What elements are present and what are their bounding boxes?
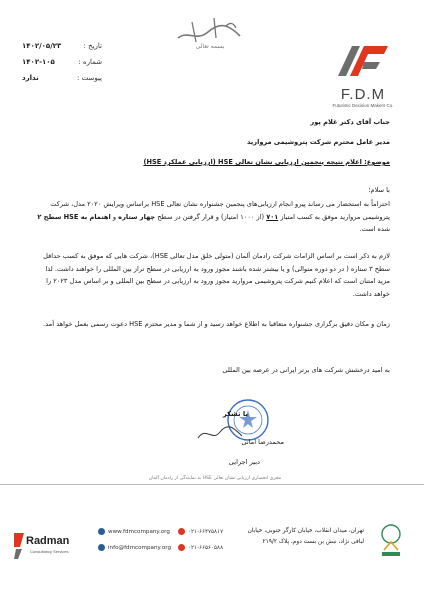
signatory-name: محمدرضا امانی (241, 438, 284, 446)
recipient-title: مدیر عامل محترم شرکت پتروشیمی مروارید (246, 138, 390, 146)
number-row (22, 54, 102, 70)
phone-text: ۰۲۱-۶۶۴۷۵۸۱۷ (188, 529, 224, 535)
paragraph-festival: زمان و مکان دقیق برگزاری جشنواره متعاقبا به اطلاع خواهد رسید و از شما و مدیر محترم HSE دعوت رسمی بعمل خواهد آمد. (43, 320, 390, 328)
logo-subtitle: Futuristic Decision Makers Co. (332, 103, 394, 108)
address-line-1: تهران، میدان انقلاب، خیابان کارگر جنوبی، خیابان (247, 528, 364, 534)
company-logo (318, 38, 408, 110)
radman-subtitle: Consultancy Services (30, 549, 69, 554)
handwritten-signature (196, 424, 246, 444)
fdm-logo-icon (334, 38, 392, 80)
fax-icon (178, 544, 185, 551)
fax-text: ۰۲۱-۶۶۵۶۰۵۸۸ (188, 545, 224, 551)
letter-meta (22, 38, 102, 86)
recipient: جناب آقای دکتر غلام پور (310, 118, 390, 126)
radman-word: Radman (26, 535, 70, 547)
result-text-c: و (112, 212, 117, 221)
phone-icon (178, 528, 185, 535)
date-row (22, 38, 102, 54)
paragraph-international: لازم به ذکر است بر اساس الزامات شرکت رادمان آلمان (متولی خلق مدل تعالی HSE)، شرکت هایی که موفق به کسب حداقل سطح ۳ ستاره ( در دو دوره متوالی) و یا بیشتر شده باشند مجوز ورود به ارزیابی در سطح تراز بین المللی را خواهند داشت. لذا مزید امتنان است که اعلام کنیم شرکت پتروشیمی مروارید مجوز ورود به ارزیابی در سطح بین المللی و بر اساس مدل ۲۰۲۳ را خواهد داشت. (43, 252, 390, 298)
number-label: شماره : (78, 58, 102, 66)
attachment-label: پیوست : (77, 74, 102, 82)
address (214, 526, 364, 548)
globe-icon (98, 528, 105, 535)
footer-banner: مجری انحصاری ارزیابی نشان تعالی HSE به نمایندگی از رادمان آلمان (120, 476, 310, 481)
closing-line: به امید درخشش شرکت های برتر ایرانی در عرصه بین المللی (222, 366, 390, 374)
website-text: www.fdmcompany.org (108, 529, 170, 535)
result-score: ۷۰۱ (266, 212, 279, 221)
result-text-b: (از ۱۰۰۰ امتیاز) و قرار گرفتن در سطح (157, 212, 265, 221)
date-label: تاریخ : (83, 42, 102, 50)
result-text-a: احتراماً به استحضار می رساند پیرو انجام ارزیابی‌های پنجمین جشنواره نشان تعالی HSE براساس ویرایش ۲۰۲۰ مدل، شرکت پتروشیمی مروارید موفق به کسب امتیاز (50, 200, 390, 221)
footer-divider (0, 484, 424, 485)
hse-award-logo-icon (374, 520, 408, 560)
mail-icon (98, 544, 105, 551)
email-link[interactable] (98, 544, 171, 551)
subject-line: موضوع: اعلام نتیجه پنجمین ارزیابی نشان تعالی HSE (ارزیابی عملکرد HSE) (143, 158, 390, 166)
calligraphy-header (170, 12, 250, 50)
attachment-row (22, 70, 102, 86)
address-line-2: لبافی نژاد، نبش بن بست دوم، پلاک ۲۱۹/۲ (262, 539, 364, 545)
paragraph-result (34, 198, 390, 236)
result-level: چهار ستاره (118, 212, 156, 221)
attachment-value: ندارد (22, 74, 39, 82)
calligraphy-text: بسمه تعالی (195, 43, 225, 50)
result-text-e: شده است. (359, 225, 390, 233)
result-hse-level: اهتمام به HSE سطح ۲ (37, 212, 111, 221)
number-value: ۱۴۰۲-۱۰۵ (22, 58, 55, 66)
greeting: با سلام؛ (368, 186, 390, 194)
website-link[interactable] (98, 528, 170, 535)
signatory-role: دبیر اجرایی (228, 458, 260, 466)
email-text: info@fdmcompany.org (108, 545, 171, 551)
logo-word: F.D.M (340, 86, 386, 103)
signature-title: با تشکر (222, 410, 248, 418)
date-value: ۱۴۰۲/۰۵/۲۳ (22, 42, 62, 50)
